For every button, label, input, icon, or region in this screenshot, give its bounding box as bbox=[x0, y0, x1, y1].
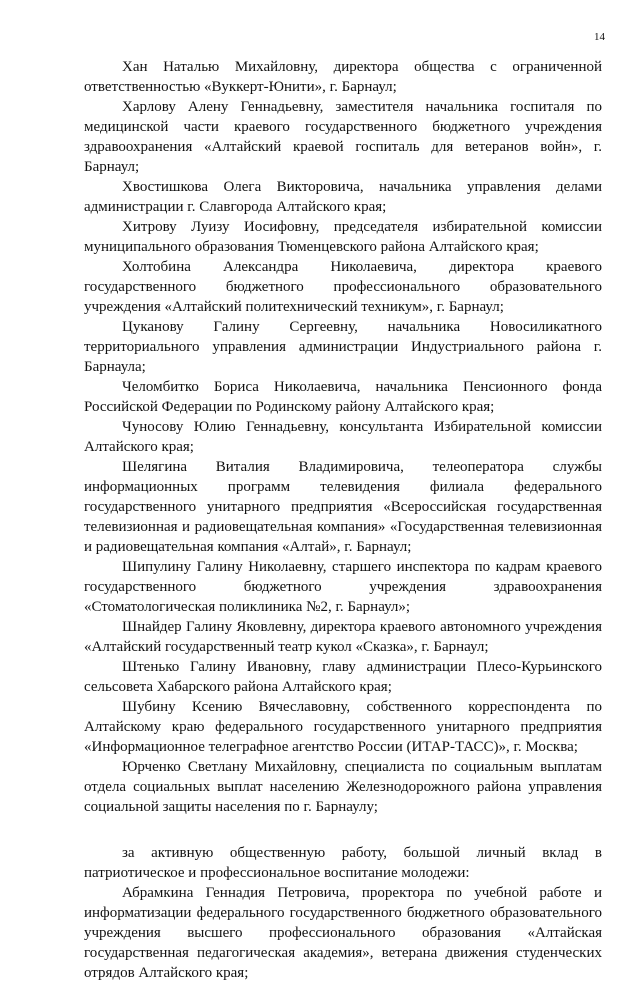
award-recipient-paragraph: Холтобина Александра Николаевича, директора краевого государственного бюджетного профессионального образовательного учреждения «Алтайский политехнический техникум», г. Барнаул; bbox=[84, 259, 602, 315]
award-list-2 bbox=[84, 883, 602, 983]
section-spacer bbox=[84, 817, 602, 843]
award-recipient-paragraph: Челомбитко Бориса Николаевича, начальника Пенсионного фонда Российской Федерации по Родинскому району Алтайского края; bbox=[84, 379, 602, 415]
award-recipient-paragraph: Шелягина Виталия Владимировича, телеоператора службы информационных программ телевидения филиала федерального государственного унитарного предприятия «Всероссийская государственная телевизионная и радиовещательная компания» «Государственная телевизионная и радиовещательная компания «Алтай», г. Барнаул; bbox=[84, 459, 602, 555]
award-recipient-paragraph: Абрамкина Геннадия Петровича, проректора по учебной работе и информатизации федерального государственного бюджетного образовательного учреждения высшего профессионального образования «Алтайская государственная педагогическая академия», ветерана движения студенческих отрядов Алтайского края; bbox=[84, 885, 602, 981]
award-recipient-paragraph: Хан Наталью Михайловну, директора общества с ограниченной ответственностью «Вуккерт-Юнити», г. Барнаул; bbox=[84, 59, 602, 95]
award-recipient-paragraph: Юрченко Светлану Михайловну, специалиста по социальным выплатам отдела социальных выплат населению Железнодорожного района управления социальной защиты населения по г. Барнаулу; bbox=[84, 759, 602, 815]
award-recipient-paragraph: Чуносову Юлию Геннадьевну, консультанта Избирательной комиссии Алтайского края; bbox=[84, 419, 602, 455]
award-recipient-paragraph: Цуканову Галину Сергеевну, начальника Новосиликатного территориального управления администрации Индустриального района г. Барнаула; bbox=[84, 319, 602, 375]
award-recipient-paragraph: Хитрову Луизу Иосифовну, председателя избирательной комиссии муниципального образования Тюменцевского района Алтайского края; bbox=[84, 219, 602, 255]
award-list-1 bbox=[84, 57, 602, 817]
page-number: 14 bbox=[594, 31, 605, 43]
award-recipient-paragraph: Шнайдер Галину Яковлевну, директора краевого автономного учреждения «Алтайский государственный театр кукол «Сказка», г. Барнаул; bbox=[84, 619, 602, 655]
award-recipient-paragraph: Шипулину Галину Николаевну, старшего инспектора по кадрам краевого государственного бюджетного учреждения здравоохранения «Стоматологическая поликлиника №2, г. Барнаул»; bbox=[84, 559, 602, 615]
document-body bbox=[84, 57, 602, 983]
award-recipient-paragraph: Шубину Ксению Вячеславовну, собственного корреспондента по Алтайскому краю федерального государственного унитарного предприятия «Информационное телеграфное агентство России (ИТАР-ТАСС)», г. Москва; bbox=[84, 699, 602, 755]
section-heading: за активную общественную работу, большой личный вклад в патриотическое и профессиональное воспитание молодежи: bbox=[84, 845, 602, 881]
award-recipient-paragraph: Харлову Алену Геннадьевну, заместителя начальника госпиталя по медицинской части краевого государственного бюджетного учреждения здравоохранения «Алтайский краевой госпиталь для ветеранов войн», г. Барнаул; bbox=[84, 99, 602, 175]
award-recipient-paragraph: Хвостишкова Олега Викторовича, начальника управления делами администрации г. Славгорода Алтайского края; bbox=[84, 179, 602, 215]
award-recipient-paragraph: Штенько Галину Ивановну, главу администрации Плесо-Курьинского сельсовета Хабарского района Алтайского края; bbox=[84, 659, 602, 695]
